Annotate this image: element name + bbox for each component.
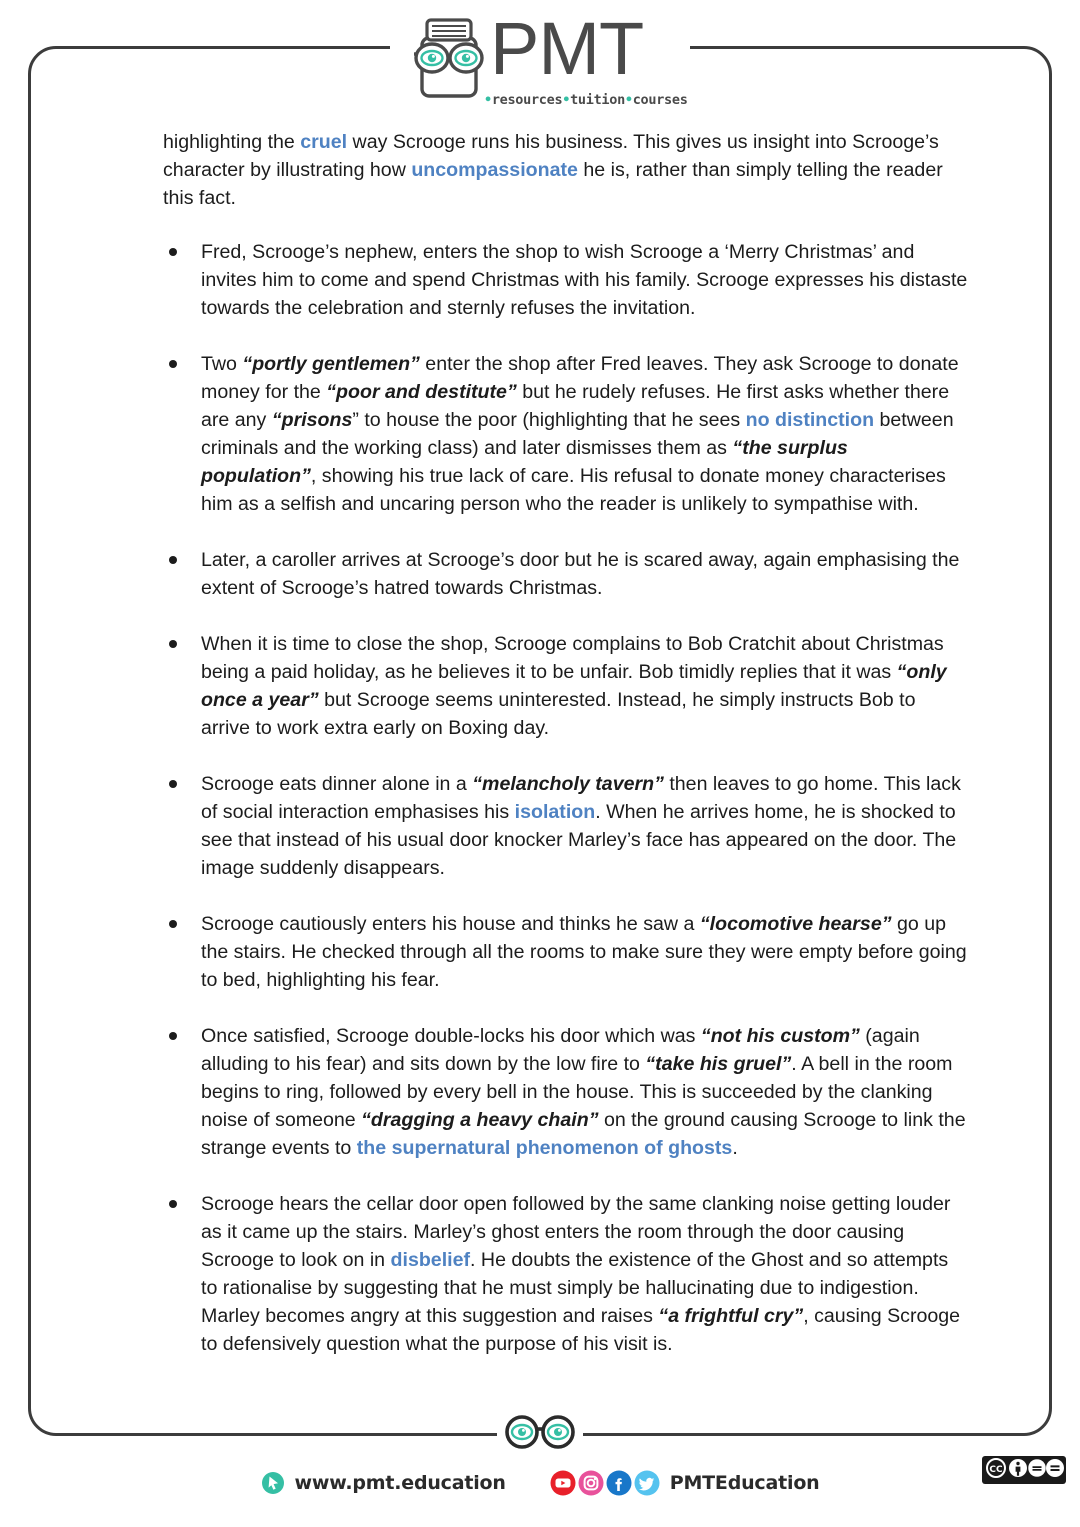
bullet-double-locks: [201, 1025, 966, 1159]
tagline-tuition: tuition: [570, 92, 625, 108]
social-links[interactable]: [550, 1470, 820, 1496]
text-run: enter the shop after Fred leaves. They ask Scrooge to donate money for the: [201, 353, 959, 403]
quotation: “poor and destitute”: [326, 381, 517, 403]
bullet-point-icon: [169, 1200, 177, 1208]
text-run: between criminals and the working class) and later dismisses them as: [201, 409, 954, 459]
list-item: [163, 910, 968, 994]
svg-text:NC: NC: [1032, 1478, 1042, 1485]
text-run: go up the stairs. He checked through all the rooms to make sure they were empty before going to bed, highlighting his fear.: [201, 913, 967, 991]
list-item: [163, 770, 968, 882]
instagram-icon[interactable]: [578, 1470, 604, 1496]
text-run: Scrooge eats dinner alone in a: [201, 773, 473, 795]
highlight-term: no distinction: [745, 409, 875, 431]
bullet-point-icon: [169, 640, 177, 648]
quotation: “not his custom”: [700, 1025, 860, 1047]
social-icon-group: [550, 1470, 660, 1496]
text-run: When it is time to close the shop, Scrooge complains to Bob Cratchit about Christmas being a paid holiday, as he believes it to be unfair. Bob timidly replies that it was: [201, 633, 944, 683]
twitter-icon[interactable]: [634, 1470, 660, 1496]
bullet-point-icon: [169, 556, 177, 564]
highlight-term: uncompassionate: [411, 159, 578, 181]
quotation: “the surplus population”: [201, 437, 848, 487]
logo-tagline: •resources•tuition•courses: [484, 92, 688, 108]
youtube-icon[interactable]: [550, 1470, 576, 1496]
text-run: but he rudely refuses. He first asks whether there are any: [201, 381, 950, 431]
svg-text:CC: CC: [989, 1465, 1003, 1475]
bullet-portly-gentlemen: [201, 353, 959, 515]
text-run: (again alluding to his fear) and sits down by the low fire to: [201, 1025, 920, 1075]
text-run: Scrooge cautiously enters his house and thinks he saw a: [201, 913, 700, 935]
bullet-closing-shop: [201, 633, 947, 739]
highlight-term: isolation: [514, 801, 596, 823]
svg-text:BY: BY: [1013, 1478, 1023, 1485]
text-run: Later, a caroller arrives at Scrooge’s door but he is scared away, again emphasising the extent of Scrooge’s hatred towards Christmas.: [201, 549, 960, 599]
bullet-melancholy-tavern: [201, 773, 961, 879]
logo-wordmark: PMT: [490, 7, 644, 90]
text-run: he is, rather than simply telling the reader this fact.: [163, 159, 943, 209]
list-item: [163, 1022, 968, 1162]
highlight-term: disbelief: [390, 1249, 471, 1271]
quotation: “melancholy tavern”: [472, 773, 664, 795]
tagline-courses: courses: [632, 92, 688, 108]
logo-row: [410, 7, 644, 104]
bullet-point-icon: [169, 248, 177, 256]
bullet-marleys-ghost: [201, 1193, 960, 1355]
notes-body: [163, 128, 968, 1386]
bullet-fred: [201, 241, 967, 319]
text-run: , causing Scrooge to defensively question what the purpose of his visit is.: [201, 1305, 961, 1355]
glasses-icon: [500, 1415, 580, 1449]
text-run: , showing his true lack of care. His refusal to donate money characterises him as a selfish and uncaring person who the reader is unlikely to sympathise with.: [201, 465, 946, 515]
text-run: . A bell in the room begins to ring, followed by every bell in the house. This is succeeded by the clanking noise of someone: [201, 1053, 953, 1131]
quotation: “take his gruel”: [645, 1053, 792, 1075]
bullet-caroller: [201, 549, 959, 599]
text-run: but Scrooge seems uninterested. Instead, he simply instructs Bob to arrive to work extra early on Boxing day.: [201, 689, 916, 739]
highlight-term: cruel: [300, 131, 348, 153]
footer-glasses-wrap: [497, 1412, 583, 1452]
intro-paragraph: [163, 128, 968, 212]
facebook-icon[interactable]: [606, 1470, 632, 1496]
creative-commons-by-nc-nd-badge: [980, 1454, 1068, 1486]
quotation: “a frightful cry”: [658, 1305, 804, 1327]
page-footer: [0, 1412, 1080, 1527]
text-run: . He doubts the existence of the Ghost and so attempts to rationalise by suggesting that he must simply be hallucinating due to indigestion. Marley becomes angry at this suggestion and raises: [201, 1249, 949, 1327]
text-run: Two: [201, 353, 243, 375]
quotation: “locomotive hearse”: [699, 913, 892, 935]
text-run: Fred, Scrooge’s nephew, enters the shop to wish Scrooge a ‘Merry Christmas’ and invites him to come and spend Christmas with his family. Scrooge expresses his distaste towards the celebration and sternly refuses the invitation.: [201, 241, 968, 319]
cursor-click-icon: [261, 1471, 285, 1495]
text-run: Scrooge hears the cellar door open followed by the same clanking noise getting louder as it came up the stairs. Marley’s ghost enters the room through the door causing Scrooge to look on in: [201, 1193, 951, 1271]
bullet-point-icon: [169, 360, 177, 368]
svg-text:ND: ND: [1049, 1478, 1061, 1485]
website-link[interactable]: [261, 1471, 506, 1495]
social-label: PMTEducation: [669, 1472, 820, 1494]
bullet-point-icon: [169, 780, 177, 788]
list-item: [163, 546, 968, 602]
text-run: way Scrooge runs his business. This gives us insight into Scrooge’s character by illustrating how: [163, 131, 939, 181]
text-run: then leaves to go home. This lack of social interaction emphasises his: [201, 773, 961, 823]
text-run: Once satisfied, Scrooge double-locks his door which was: [201, 1025, 701, 1047]
list-item: [163, 630, 968, 742]
text-run: on the ground causing Scrooge to link the strange events to: [201, 1109, 966, 1159]
quotation: “portly gentlemen”: [242, 353, 420, 375]
text-run: .: [732, 1137, 738, 1159]
list-item: [163, 350, 968, 518]
quotation: “dragging a heavy chain”: [361, 1109, 599, 1131]
list-item: [163, 1190, 968, 1358]
quotation: “only once a year”: [201, 661, 947, 711]
highlight-term: the supernatural phenomenon of ghosts: [356, 1137, 733, 1159]
website-label: www.pmt.education: [294, 1472, 506, 1494]
list-item: [163, 238, 968, 322]
book-with-glasses-icon: [410, 14, 488, 104]
bullet-point-icon: [169, 1032, 177, 1040]
text-run: highlighting the: [163, 131, 301, 153]
quotation: “prisons: [271, 409, 353, 431]
bullet-point-icon: [169, 920, 177, 928]
text-run: . When he arrives home, he is shocked to see that instead of his usual door knocker Marley’s face has appeared on the door. The image suddenly disappears.: [201, 801, 957, 879]
footer-links-row: [0, 1470, 1080, 1496]
bullet-locomotive-hearse: [201, 913, 967, 991]
tagline-resources: resources: [491, 92, 563, 108]
text-run: ” to house the poor (highlighting that he sees: [352, 409, 746, 431]
bullet-list: [163, 238, 968, 1358]
pmt-logo: [410, 7, 688, 124]
